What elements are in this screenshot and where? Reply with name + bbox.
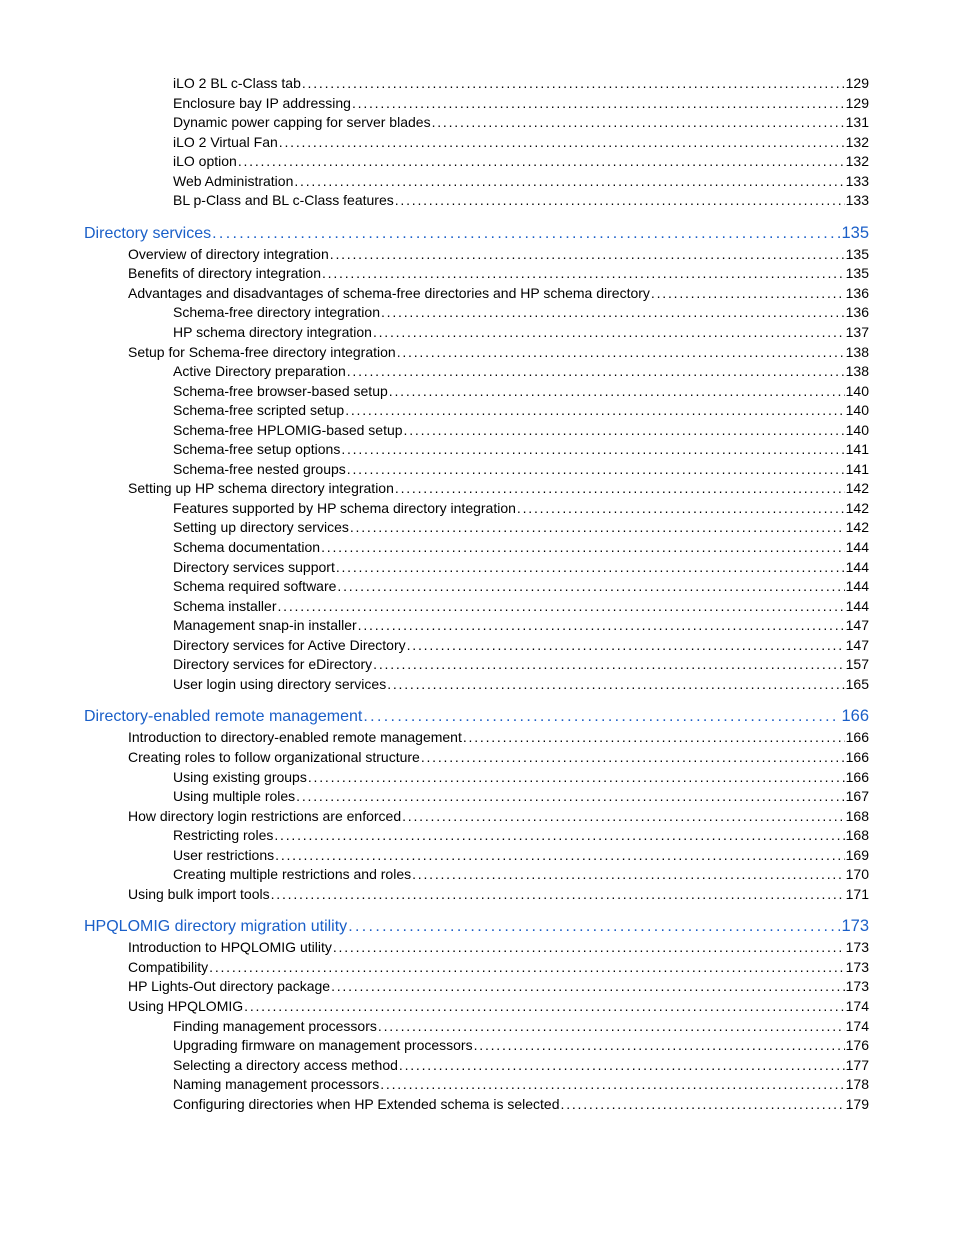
toc-entry-title: Directory services for eDirectory bbox=[173, 656, 373, 673]
toc-entry-title: Benefits of directory integration bbox=[128, 265, 321, 282]
toc-entry-title: Directory services bbox=[84, 224, 212, 242]
dot-leader bbox=[347, 460, 845, 480]
dot-leader bbox=[380, 1075, 844, 1095]
dot-leader bbox=[347, 362, 845, 382]
toc-page-number: 166 bbox=[845, 729, 869, 746]
toc-entry[interactable] bbox=[173, 865, 869, 885]
toc-entry-title: Directory services support bbox=[173, 558, 335, 575]
toc-page-number: 167 bbox=[845, 788, 869, 805]
toc-entry[interactable] bbox=[173, 401, 869, 421]
toc-page-number: 147 bbox=[845, 636, 869, 653]
toc-entry[interactable] bbox=[173, 768, 869, 788]
toc-entry-title: Enclosure bay IP addressing bbox=[173, 94, 351, 111]
toc-entry[interactable] bbox=[173, 191, 869, 211]
toc-entry-title: Using HPQLOMIG bbox=[128, 997, 244, 1014]
toc-entry-title: Features supported by HP schema directory integration bbox=[173, 499, 516, 516]
toc-page-number: 140 bbox=[845, 402, 869, 419]
toc-entry[interactable] bbox=[173, 133, 869, 153]
toc-page-number: 169 bbox=[845, 846, 869, 863]
toc-entry-title: Dynamic power capping for server blades bbox=[173, 114, 431, 131]
toc-section-heading[interactable] bbox=[84, 221, 869, 245]
toc-entry[interactable] bbox=[128, 284, 869, 304]
toc-entry[interactable] bbox=[173, 152, 869, 172]
dot-leader bbox=[275, 846, 845, 866]
dot-leader bbox=[294, 172, 844, 192]
toc-entry-title: Setup for Schema-free directory integration bbox=[128, 343, 396, 360]
toc-entry[interactable] bbox=[128, 728, 869, 748]
toc-page-number: 140 bbox=[845, 421, 869, 438]
toc-page-number: 166 bbox=[845, 768, 869, 785]
dot-leader bbox=[345, 401, 844, 421]
toc-entry[interactable] bbox=[173, 362, 869, 382]
dot-leader bbox=[333, 938, 845, 958]
dot-leader bbox=[296, 787, 844, 807]
toc-entry[interactable] bbox=[173, 1017, 869, 1037]
toc-page-number: 174 bbox=[845, 1017, 869, 1034]
toc-entry[interactable] bbox=[173, 616, 869, 636]
toc-entry[interactable] bbox=[173, 172, 869, 192]
toc-page-number: 171 bbox=[845, 885, 869, 902]
dot-leader bbox=[322, 264, 845, 284]
toc-entry[interactable] bbox=[173, 94, 869, 114]
toc-page-number: 142 bbox=[845, 519, 869, 536]
dot-leader bbox=[244, 997, 845, 1017]
dot-leader bbox=[404, 421, 845, 441]
toc-page-number: 141 bbox=[845, 460, 869, 477]
dot-leader bbox=[341, 440, 844, 460]
toc-page-number: 178 bbox=[845, 1076, 869, 1093]
toc-entry[interactable] bbox=[173, 655, 869, 675]
toc-entry-title: Introduction to directory-enabled remote management bbox=[128, 729, 462, 746]
dot-leader bbox=[432, 113, 845, 133]
dot-leader bbox=[348, 915, 840, 938]
toc-entry[interactable] bbox=[173, 1075, 869, 1095]
toc-page-number: 137 bbox=[845, 324, 869, 341]
toc-entry-title: User restrictions bbox=[173, 846, 275, 863]
dot-leader bbox=[274, 826, 844, 846]
toc-page-number: 131 bbox=[845, 114, 869, 131]
toc-entry-title: Schema-free directory integration bbox=[173, 304, 380, 321]
toc-entry-title: iLO 2 Virtual Fan bbox=[173, 133, 278, 150]
toc-entry[interactable] bbox=[173, 558, 869, 578]
toc-entry[interactable] bbox=[173, 787, 869, 807]
dot-leader bbox=[363, 705, 840, 728]
toc-entry-title: BL p-Class and BL c-Class features bbox=[173, 192, 394, 209]
toc-entry[interactable] bbox=[173, 440, 869, 460]
toc-entry-title: Directory-enabled remote management bbox=[84, 708, 363, 726]
toc-entry[interactable] bbox=[173, 675, 869, 695]
toc-entry-title: Upgrading firmware on management processors bbox=[173, 1037, 473, 1054]
toc-entry-title: Creating multiple restrictions and roles bbox=[173, 866, 412, 883]
toc-entry-title: Schema-free setup options bbox=[173, 441, 341, 458]
dot-leader bbox=[302, 74, 845, 94]
dot-leader bbox=[279, 133, 845, 153]
toc-page-number: 168 bbox=[845, 807, 869, 824]
toc-page-number: 133 bbox=[845, 172, 869, 189]
toc-section-heading[interactable] bbox=[84, 704, 869, 728]
toc-page-number: 176 bbox=[845, 1037, 869, 1054]
toc-entry-title: Naming management processors bbox=[173, 1076, 380, 1093]
toc-page-number: 138 bbox=[845, 363, 869, 380]
toc-entry[interactable] bbox=[173, 303, 869, 323]
toc-entry[interactable] bbox=[173, 323, 869, 343]
toc-entry[interactable] bbox=[173, 1056, 869, 1076]
toc-entry-title: Using existing groups bbox=[173, 768, 307, 785]
toc-entry[interactable] bbox=[128, 479, 869, 499]
dot-leader bbox=[330, 245, 845, 265]
toc-entry[interactable] bbox=[173, 636, 869, 656]
dot-leader bbox=[407, 636, 845, 656]
toc-page-number: 140 bbox=[845, 382, 869, 399]
toc-page-number: 132 bbox=[845, 133, 869, 150]
toc-entry-title: Introduction to HPQLOMIG utility bbox=[128, 939, 332, 956]
dot-leader bbox=[397, 343, 845, 363]
dot-leader bbox=[352, 94, 845, 114]
toc-entry-title: Advantages and disadvantages of schema-free directories and HP schema directory bbox=[128, 284, 650, 301]
toc-entry-title: HP Lights-Out directory package bbox=[128, 978, 331, 995]
dot-leader bbox=[402, 807, 845, 827]
toc-entry[interactable] bbox=[128, 938, 869, 958]
toc-entry-title: iLO option bbox=[173, 153, 237, 170]
toc-entry[interactable] bbox=[128, 997, 869, 1017]
dot-leader bbox=[421, 748, 845, 768]
toc-entry-title: Using multiple roles bbox=[173, 788, 296, 805]
dot-leader bbox=[378, 1017, 845, 1037]
dot-leader bbox=[238, 152, 845, 172]
toc-entry-title: Schema installer bbox=[173, 597, 277, 614]
toc-entry-title: Setting up HP schema directory integration bbox=[128, 480, 394, 497]
dot-leader bbox=[474, 1036, 845, 1056]
toc-entry[interactable] bbox=[128, 343, 869, 363]
toc-page-number: 144 bbox=[845, 578, 869, 595]
toc-page-number: 129 bbox=[845, 75, 869, 91]
toc-entry[interactable] bbox=[173, 74, 869, 94]
table-of-contents bbox=[0, 74, 954, 1114]
toc-entry-title: Schema documentation bbox=[173, 539, 321, 556]
toc-entry[interactable] bbox=[173, 826, 869, 846]
toc-entry[interactable] bbox=[173, 846, 869, 866]
toc-section-heading[interactable] bbox=[84, 914, 869, 938]
dot-leader bbox=[278, 597, 845, 617]
toc-entry[interactable] bbox=[128, 245, 869, 265]
toc-entry[interactable] bbox=[128, 958, 869, 978]
toc-entry[interactable] bbox=[173, 382, 869, 402]
toc-entry-title: Web Administration bbox=[173, 172, 294, 189]
toc-page-number: 129 bbox=[845, 94, 869, 111]
dot-leader bbox=[395, 191, 845, 211]
dot-leader bbox=[271, 885, 845, 905]
toc-entry[interactable] bbox=[128, 748, 869, 768]
dot-leader bbox=[336, 558, 845, 578]
toc-entry[interactable] bbox=[128, 807, 869, 827]
dot-leader bbox=[350, 518, 845, 538]
toc-entry-title: User login using directory services bbox=[173, 675, 387, 692]
toc-entry[interactable] bbox=[173, 577, 869, 597]
toc-entry[interactable] bbox=[173, 113, 869, 133]
toc-page-number: 173 bbox=[841, 917, 869, 936]
toc-page-number: 168 bbox=[845, 827, 869, 844]
dot-leader bbox=[395, 479, 845, 499]
dot-leader bbox=[308, 768, 845, 788]
dot-leader bbox=[389, 382, 845, 402]
toc-entry[interactable] bbox=[128, 977, 869, 997]
toc-entry-title: Finding management processors bbox=[173, 1017, 377, 1034]
dot-leader bbox=[399, 1056, 845, 1076]
toc-page-number: 177 bbox=[845, 1056, 869, 1073]
toc-entry-title: Restricting roles bbox=[173, 827, 274, 844]
toc-entry-title: Configuring directories when HP Extended schema is selected bbox=[173, 1095, 560, 1112]
toc-page-number: 133 bbox=[845, 192, 869, 209]
toc-page-number: 142 bbox=[845, 480, 869, 497]
toc-entry[interactable] bbox=[173, 421, 869, 441]
dot-leader bbox=[373, 655, 844, 675]
toc-entry[interactable] bbox=[173, 499, 869, 519]
toc-page-number: 138 bbox=[845, 343, 869, 360]
toc-page-number: 166 bbox=[841, 707, 869, 726]
toc-page-number: 170 bbox=[845, 866, 869, 883]
toc-entry[interactable] bbox=[173, 518, 869, 538]
dot-leader bbox=[463, 728, 845, 748]
dot-leader bbox=[561, 1095, 845, 1115]
toc-page-number: 173 bbox=[845, 978, 869, 995]
toc-entry-title: iLO 2 BL c-Class tab bbox=[173, 75, 301, 91]
dot-leader bbox=[387, 675, 844, 695]
toc-page-number: 136 bbox=[845, 284, 869, 301]
toc-entry-title: Compatibility bbox=[128, 958, 209, 975]
toc-entry-title: HPQLOMIG directory migration utility bbox=[84, 918, 348, 936]
toc-page-number: 136 bbox=[845, 304, 869, 321]
toc-entry[interactable] bbox=[173, 1036, 869, 1056]
dot-leader bbox=[331, 977, 845, 997]
toc-page-number: 157 bbox=[845, 656, 869, 673]
toc-entry-title: Schema-free HPLOMIG-based setup bbox=[173, 421, 403, 438]
toc-entry[interactable] bbox=[128, 885, 869, 905]
dot-leader bbox=[517, 499, 845, 519]
dot-leader bbox=[651, 284, 845, 304]
toc-entry-title: Schema-free nested groups bbox=[173, 460, 346, 477]
toc-entry-title: Schema-free scripted setup bbox=[173, 402, 345, 419]
toc-page-number: 166 bbox=[845, 748, 869, 765]
dot-leader bbox=[381, 303, 845, 323]
toc-page-number: 144 bbox=[845, 539, 869, 556]
dot-leader bbox=[373, 323, 845, 343]
dot-leader bbox=[209, 958, 845, 978]
toc-entry[interactable] bbox=[173, 597, 869, 617]
toc-page-number: 173 bbox=[845, 939, 869, 956]
toc-page-number: 142 bbox=[845, 499, 869, 516]
dot-leader bbox=[321, 538, 845, 558]
toc-entry-title: Setting up directory services bbox=[173, 519, 349, 536]
toc-entry-title: Directory services for Active Directory bbox=[173, 636, 406, 653]
toc-entry-title: Management snap-in installer bbox=[173, 617, 357, 634]
toc-page-number: 132 bbox=[845, 153, 869, 170]
toc-entry-title: Creating roles to follow organizational structure bbox=[128, 748, 420, 765]
toc-page-number: 174 bbox=[845, 997, 869, 1014]
toc-page-number: 141 bbox=[845, 441, 869, 458]
toc-entry-title: Overview of directory integration bbox=[128, 245, 329, 262]
toc-entry[interactable] bbox=[128, 264, 869, 284]
toc-entry-title: Active Directory preparation bbox=[173, 363, 346, 380]
toc-page-number: 179 bbox=[845, 1095, 869, 1112]
dot-leader bbox=[412, 865, 845, 885]
toc-page-number: 147 bbox=[845, 617, 869, 634]
toc-page-number: 144 bbox=[845, 558, 869, 575]
toc-entry-title: Using bulk import tools bbox=[128, 885, 270, 902]
toc-page-number: 135 bbox=[845, 265, 869, 282]
toc-page-number: 173 bbox=[845, 958, 869, 975]
toc-entry[interactable] bbox=[173, 460, 869, 480]
dot-leader bbox=[337, 577, 844, 597]
dot-leader bbox=[212, 222, 840, 245]
dot-leader bbox=[358, 616, 845, 636]
toc-entry[interactable] bbox=[173, 538, 869, 558]
toc-entry-title: Schema-free browser-based setup bbox=[173, 382, 388, 399]
toc-entry-title: Schema required software bbox=[173, 578, 337, 595]
toc-page-number: 165 bbox=[845, 675, 869, 692]
toc-entry[interactable] bbox=[173, 1095, 869, 1115]
toc-page-number: 144 bbox=[845, 597, 869, 614]
toc-entry-title: HP schema directory integration bbox=[173, 324, 372, 341]
toc-entry-title: Selecting a directory access method bbox=[173, 1056, 398, 1073]
toc-page-number: 135 bbox=[841, 223, 869, 242]
toc-entry-title: How directory login restrictions are enforced bbox=[128, 807, 402, 824]
toc-page-number: 135 bbox=[845, 245, 869, 262]
